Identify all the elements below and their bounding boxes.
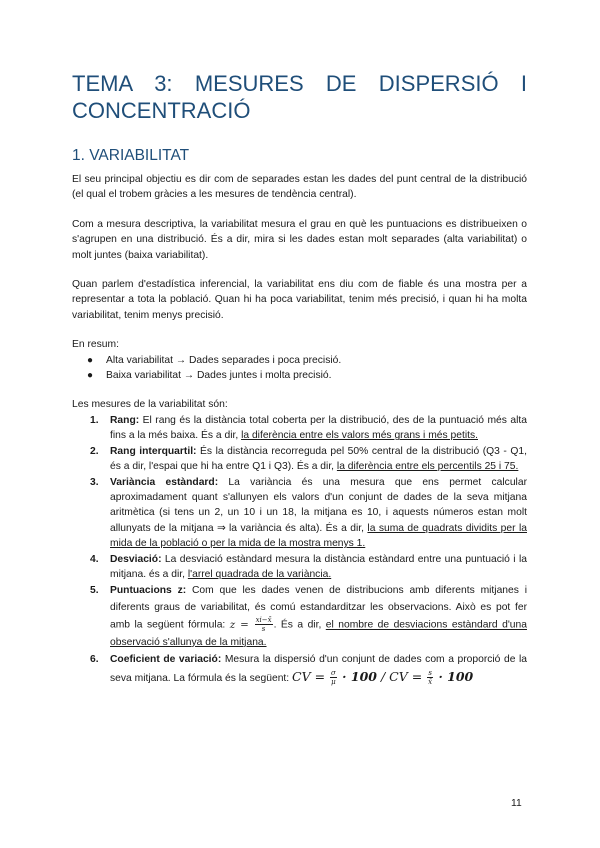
summary-item-text: Alta variabilitat → Dades separades i poca precisió.: [106, 354, 342, 366]
item-term: Rang:: [110, 414, 140, 426]
summary-item: [87, 353, 527, 368]
item-number: 6.: [90, 653, 99, 665]
formula-tail: · 100: [337, 668, 377, 684]
formula-lhs: CV =: [389, 668, 427, 684]
page-number: 11: [511, 798, 522, 809]
z-score-formula: [229, 616, 274, 634]
paragraph-inferential: Quan parlem d'estadística inferencial, la variabilitat ens diu com de fiable és una mostra per a representar a tota la població. Quan hi ha poca variabilitat, tenim més precisió, i quan hi ha molta variabilitat, tenim menys precisió.: [72, 279, 527, 321]
item-underlined: el nombre de desviacions estàndard d'una observació s'allunya de la mitjana.: [110, 619, 527, 648]
item-underlined: l'arrel quadrada de la variància.: [187, 568, 332, 580]
item-underlined: la diferència entre els percentils 25 i 75.: [336, 461, 519, 473]
item-underlined: la diferència entre els valors més grans i més petits.: [241, 430, 478, 442]
bullet-icon: ●: [87, 354, 94, 366]
item-text: Mesura la dispersió d'un conjunt de dades com a proporció de la seva mitjana. La fórmula és la següent:: [110, 653, 527, 684]
formula-separator: /: [376, 668, 390, 684]
summary-list: [72, 353, 527, 384]
item-text: És la distància recorreguda pel 50% central de la distribució (Q3 - Q1, és a dir, l'espai que hi ha entre Q1 i Q3). És a dir,: [110, 445, 528, 473]
paragraph-descriptive: Com a mesura descriptiva, la variabilitat mesura el grau en què les puntuacions es distribueixen o s'agrupen en una distribució. És a dir, mira si les dades estan molt separades (alta variabilitat) o molt juntes (baixa variabilitat).: [72, 218, 527, 261]
formula-lhs: CV =: [292, 668, 330, 684]
summary-item-text: Baixa variabilitat → Dades juntes i molta precisió.: [106, 370, 332, 382]
measure-item-interquartile: [90, 444, 528, 475]
item-text-after: . És a dir,: [273, 619, 326, 631]
measure-item-z-scores: [90, 582, 527, 651]
measure-item-coefficient: [90, 651, 527, 687]
formula-fraction: [255, 616, 273, 633]
formula-lhs: z =: [229, 618, 254, 631]
measure-item-range: [90, 413, 527, 444]
item-term: Coeficient de variació:: [110, 653, 222, 665]
item-term: Desviació:: [110, 553, 162, 565]
item-number: 4.: [90, 553, 99, 565]
formula-numerator: xi−x̄: [255, 616, 272, 625]
formula-denominator: x̄: [428, 677, 433, 686]
formula-numerator: s: [428, 668, 432, 677]
formula-fraction: [330, 669, 337, 686]
measures-list: [72, 413, 527, 687]
paragraph-objective: El seu principal objectiu es dir com de separades estan les dades del punt central de la distribució (el qual el trobem gràcies a les mesures de tendència central).: [72, 174, 527, 201]
measure-item-deviation: [90, 552, 527, 583]
item-term: Variància estàndard:: [110, 476, 219, 488]
measure-item-variance: [90, 475, 528, 552]
summary-intro: En resum:: [72, 339, 119, 351]
item-number: 1.: [90, 414, 99, 426]
item-number: 3.: [90, 476, 99, 488]
formula-denominator: μ: [331, 677, 336, 686]
formula-numerator: σ: [331, 668, 336, 677]
item-term: Puntuacions z:: [110, 585, 187, 597]
bullet-icon: ●: [87, 370, 94, 382]
item-text: La desviació estàndard mesura la distància estàndard entre una puntuació i la mitjana. és a dir,: [110, 553, 527, 580]
page-content: [72, 70, 527, 687]
cv-sample-formula: [389, 669, 473, 684]
cv-population-formula: [292, 669, 377, 684]
item-text: La variància és una mesura que ens permet calcular aproximadament quant s'allunyen els valors d'un conjunt de dades de la seva mitjana aritmètica (si tens un 2, un 10 i un 18, la mitjana es 10, i aquests números estan molt allunyats de la mitjana ⇒ la variància és alta). És a dir,: [110, 476, 528, 534]
item-term: Rang interquartil:: [110, 445, 197, 457]
item-underlined: la suma de quadrats dividits per la mida de la població o per la mida de la mostra menys 1.: [110, 522, 527, 550]
item-text: El rang és la distància total coberta per la distribució, des de la puntuació més alta fins a la més baixa. És a dir,: [110, 414, 527, 442]
summary-item: [87, 368, 527, 383]
page-title: TEMA 3: MESURES DE DISPERSIÓ I CONCENTRACIÓ: [72, 71, 527, 123]
formula-tail: · 100: [434, 668, 474, 684]
formula-fraction: [427, 669, 433, 686]
section-heading: 1. VARIABILITAT: [72, 147, 190, 164]
measures-intro: Les mesures de la variabilitat són:: [72, 399, 228, 411]
item-text: Com que les dades venen de distribucions amb diferents mitjanes i diferents graus de variabilitat, és comú estandarditzar les observacions. Això es pot fer amb la següent fórmula:: [110, 585, 527, 631]
formula-denominator: s: [261, 625, 266, 634]
item-number: 5.: [90, 585, 99, 597]
item-number: 2.: [90, 445, 99, 457]
